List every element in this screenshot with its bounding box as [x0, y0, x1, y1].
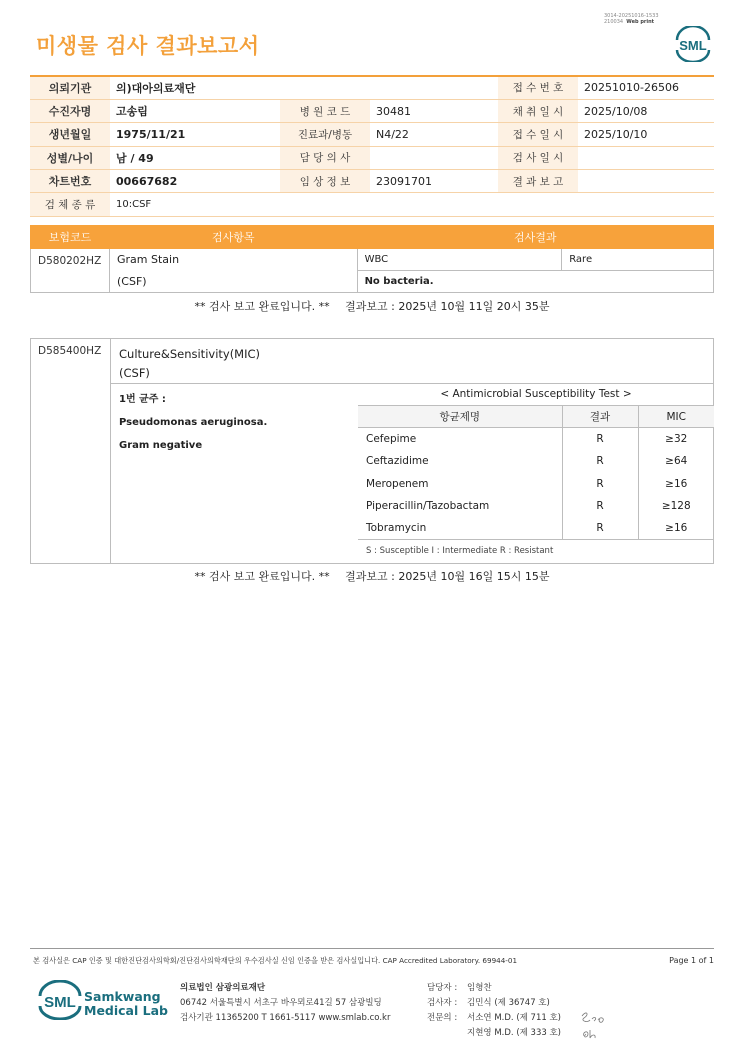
name-label: 수진자명: [30, 99, 110, 122]
col-insurance-code: 보험코드: [31, 226, 110, 249]
specimen-label: 검 체 종 류: [30, 193, 110, 216]
brand-line-1: Samkwang: [84, 989, 161, 1004]
col-test-item: 검사항목: [109, 226, 357, 249]
sml-logo-icon: [672, 26, 714, 62]
gram-code: D580202HZ: [31, 249, 110, 293]
company-address: 06742 서울특별시 서초구 바우뫼로41길 57 삼광빌딩: [180, 998, 382, 1008]
drug-mic: ≥64: [638, 450, 714, 472]
col-mic: MIC: [638, 405, 714, 427]
footer-divider: [30, 948, 714, 949]
table-row: [358, 517, 714, 539]
drug-mic: ≥32: [638, 428, 714, 450]
staff2-label: 검사자 :: [427, 998, 458, 1008]
staff3-value: 서소연 M.D. (제 711 호): [467, 1013, 562, 1023]
signature-icon: [578, 1008, 612, 1044]
dob-value: 1975/11/21: [110, 123, 280, 146]
organism-info: [119, 388, 267, 457]
dob-label: 생년월일: [30, 123, 110, 146]
strain-label: 1번 균주 :: [119, 394, 166, 405]
col-test-result: 검사결과: [357, 226, 713, 249]
specimen-value: 10:CSF: [110, 193, 714, 216]
doc-code-1: 3014-20251016-1533: [604, 13, 659, 19]
dept-value: N4/22: [370, 123, 498, 146]
receipt-date-label: 접 수 일 시: [498, 123, 578, 146]
culture-report-status: [0, 568, 744, 584]
table-row: [358, 428, 714, 450]
document-code: [604, 13, 659, 25]
wbc-value: Rare: [562, 249, 714, 271]
gram-specimen: (CSF): [109, 271, 357, 293]
culture-specimen: (CSF): [119, 366, 150, 380]
wbc-label: WBC: [357, 249, 562, 271]
requester-value: 의)대아의료재단: [110, 76, 498, 99]
hospital-code-value: 30481: [370, 99, 498, 122]
doc-code-2: 210034: [604, 19, 624, 25]
drug-result: R: [562, 517, 638, 539]
table-row: [358, 495, 714, 517]
drug-result: R: [562, 495, 638, 517]
drug-mic: ≥16: [638, 473, 714, 495]
gram-result-text: No bacteria.: [357, 271, 713, 293]
page-number: Page 1 of 1: [669, 956, 714, 965]
ast-title: < Antimicrobial Susceptibility Test >: [358, 383, 714, 405]
table-row: [358, 473, 714, 495]
gram-report-time: 결과보고 : 2025년 10월 11일 20시 35분: [345, 300, 550, 313]
patient-info-table: [30, 75, 714, 217]
clinical-label: 임 상 정 보: [280, 170, 370, 193]
gram-done-text: ** 검사 보고 완료입니다. **: [194, 300, 330, 313]
brand-name: [84, 990, 168, 1018]
report-label: 결 과 보 고: [498, 170, 578, 193]
drug-name: Ceftazidime: [366, 455, 429, 468]
staff2-value: 김민식 (제 36747 호): [467, 998, 550, 1008]
drug-name: Tobramycin: [366, 522, 427, 535]
gram-stain-table: [30, 225, 714, 293]
col-drug: 항균제명: [358, 405, 562, 427]
chart-no-value: 00667682: [110, 170, 280, 193]
clinical-value: 23091701: [370, 170, 498, 193]
dept-label: 진료과/병동: [280, 123, 370, 146]
doctor-value: [370, 146, 498, 169]
staff-info: [427, 981, 561, 1041]
test-date-value: [578, 146, 714, 169]
chart-no-label: 차트번호: [30, 170, 110, 193]
drug-mic: ≥16: [638, 517, 714, 539]
ast-legend: S : Susceptible I : Intermediate R : Resistant: [358, 540, 714, 562]
company-contact: 검사기관 11365200 T 1661-5117 www.smlab.co.kr: [180, 1013, 391, 1023]
culture-code: D585400HZ: [31, 339, 111, 563]
company-info: [180, 981, 390, 1026]
culture-report-time: 결과보고 : 2025년 10월 16일 15시 15분: [345, 570, 550, 583]
gram-type: Gram negative: [119, 440, 203, 451]
staff1-label: 담당자 :: [427, 983, 458, 993]
culture-test-name: Culture&Sensitivity(MIC): [119, 347, 261, 361]
drug-name: Meropenem: [366, 477, 429, 490]
brand-line-2: Medical Lab: [84, 1003, 168, 1018]
staff4-value: 지현영 M.D. (제 333 호): [467, 1028, 562, 1038]
culture-title: [119, 345, 260, 383]
report-title: 미생물 검사 결과보고서: [36, 34, 260, 58]
company-name: 의료법인 삼광의료재단: [180, 983, 266, 993]
drug-result: R: [562, 473, 638, 495]
report-value: [578, 170, 714, 193]
ast-table: [358, 383, 714, 562]
doctor-label: 담 당 의 사: [280, 146, 370, 169]
accreditation-note: 본 검사실은 CAP 인증 및 대한진단검사의학회/진단검사의학재단의 우수검사실 신임 인증을 받은 검사실입니다. CAP Accredited Laboratory. 69944-01: [33, 956, 518, 965]
drug-name: Cefepime: [366, 433, 417, 446]
logo-text: SML: [679, 38, 707, 53]
footer-logo-text: SML: [44, 994, 76, 1011]
hospital-code-label: 병 원 코 드: [280, 99, 370, 122]
drug-result: R: [562, 428, 638, 450]
drug-result: R: [562, 450, 638, 472]
receipt-no-label: 접 수 번 호: [498, 76, 578, 99]
requester-label: 의뢰기관: [30, 76, 110, 99]
name-value: 고송림: [110, 99, 280, 122]
table-row: [358, 450, 714, 472]
receipt-date-value: 2025/10/10: [578, 123, 714, 146]
gram-report-status: [0, 298, 744, 314]
doc-print: Web print: [626, 19, 655, 25]
gram-test-name: Gram Stain: [109, 249, 357, 271]
sex-age-label: 성별/나이: [30, 146, 110, 169]
staff1-value: 임형찬: [467, 983, 492, 993]
staff3-label: 전문의 :: [427, 1013, 458, 1023]
sml-footer-logo-icon: [36, 980, 84, 1020]
test-date-label: 검 사 일 시: [498, 146, 578, 169]
culture-done-text: ** 검사 보고 완료입니다. **: [194, 570, 330, 583]
col-result: 결과: [562, 405, 638, 427]
culture-section: [30, 338, 714, 564]
drug-name: Piperacillin/Tazobactam: [366, 500, 490, 513]
collect-date-value: 2025/10/08: [578, 99, 714, 122]
organism-name: Pseudomonas aeruginosa.: [119, 417, 268, 428]
sex-age-value: 남 / 49: [110, 146, 280, 169]
drug-mic: ≥128: [638, 495, 714, 517]
collect-date-label: 채 취 일 시: [498, 99, 578, 122]
receipt-no-value: 20251010-26506: [578, 76, 714, 99]
